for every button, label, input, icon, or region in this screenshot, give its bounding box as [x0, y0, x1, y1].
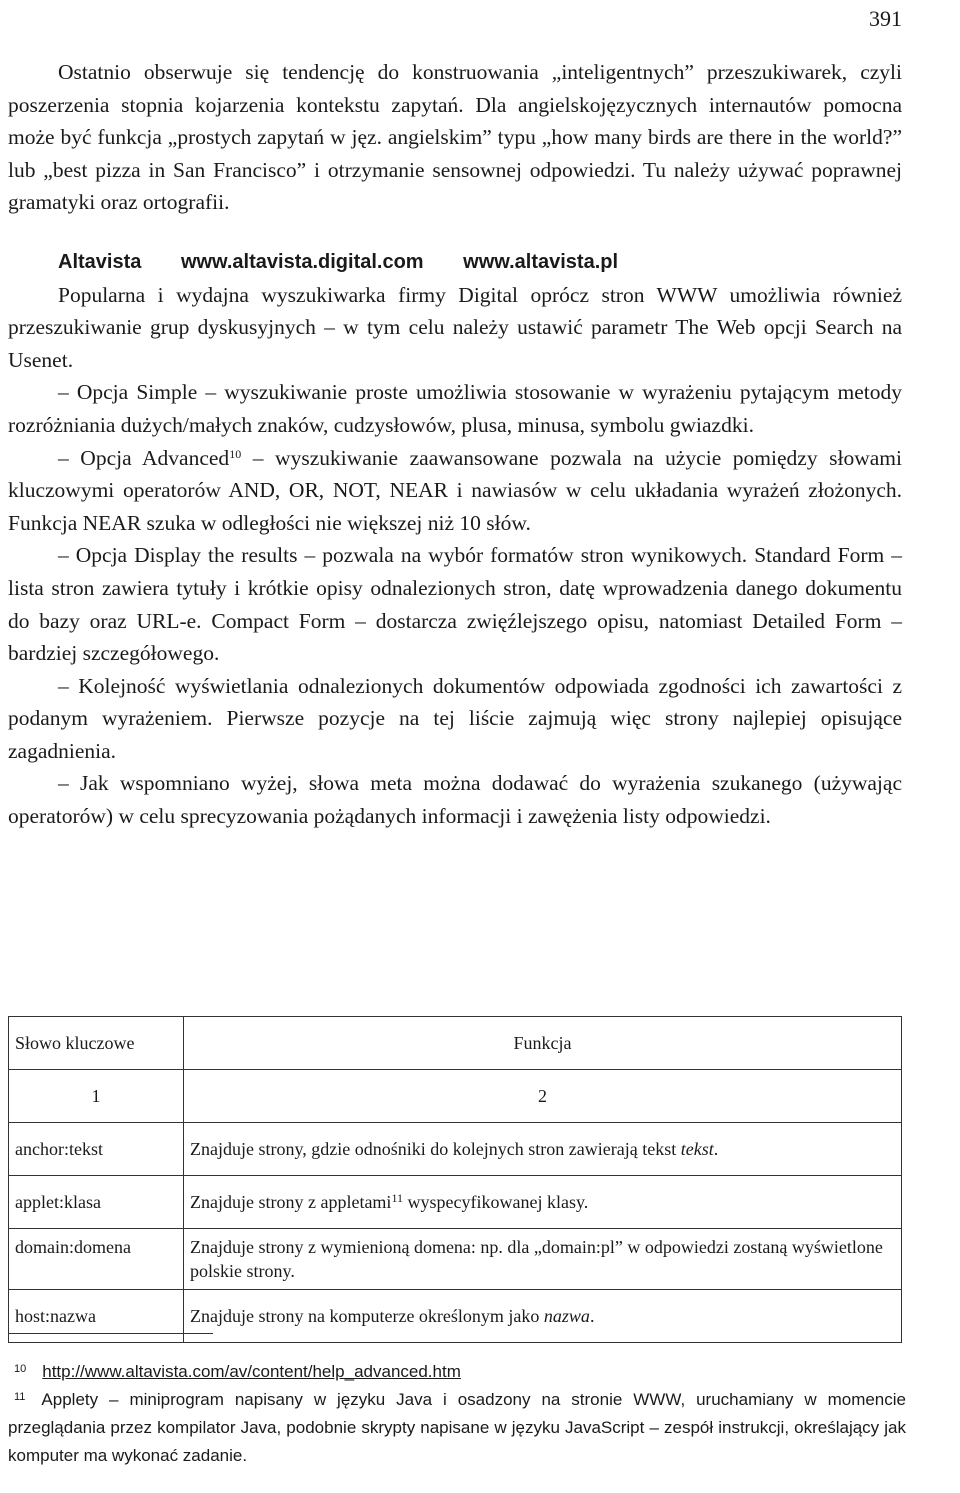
- row-function-text: Znajduje strony, gdzie odnośniki do kolejnych stron zawierają tekst: [190, 1139, 681, 1159]
- row-keyword: host:nazwa: [9, 1290, 184, 1343]
- footnote-10: [8, 1358, 906, 1386]
- row-function-italic: nazwa: [543, 1306, 590, 1326]
- header-keyword: Słowo kluczowe: [9, 1017, 184, 1070]
- keyword-table: [8, 1016, 902, 1343]
- section-heading: [8, 246, 902, 279]
- table-row: [9, 1176, 902, 1229]
- heading-name: Altavista: [58, 250, 142, 273]
- row-function-text: Znajduje strony z wymienioną domena: np. dla „domain:pl” w odpowiedzi zostaną wyświetlone polskie strony.: [190, 1237, 883, 1281]
- row-function-italic: tekst: [680, 1139, 714, 1159]
- table-row: [9, 1123, 902, 1176]
- header-function: Funkcja: [184, 1017, 902, 1070]
- row-function-end: .: [589, 1306, 595, 1326]
- row-function: [184, 1123, 902, 1176]
- paragraph-meta: – Jak wspomniano wyżej, słowa meta można dodawać do wyrażenia szukanego (używając operatorów) w celu sprecyzowania pożądanych informacji i zawężenia listy odpowiedzi.: [8, 771, 902, 829]
- paragraph-advanced: [8, 442, 902, 540]
- row-keyword: domain:domena: [9, 1229, 184, 1290]
- table-header-row: [9, 1017, 902, 1070]
- paragraph-order: – Kolejność wyświetlania odnalezionych dokumentów odpowiada zgodności ich zawartości z podanym wyrażeniem. Pierwsze pozycje na tej liście zajmują więc strony najlepiej opisujące zagadnienia.: [8, 673, 902, 763]
- page-number: 391: [869, 6, 902, 31]
- advanced-lead: – Opcja Advanced: [58, 445, 230, 470]
- footnote-text: Applety – miniprogram napisany w języku Java i osadzony na stronie WWW, uruchamiany w momencie przeglądania przez kompilator Java, podobnie skrypty napisane w języku JavaScript – zespół instrukcji, określający jak komputer ma wykonać zadanie.: [8, 1390, 906, 1465]
- advanced-rest: – wyszukiwanie zaawansowane pozwala na użycie pomiędzy słowami kluczowymi operatorów AND, OR, NOT, NEAR i nawiasów w celu układania wyrażeń złożonych. Funkcja NEAR szuka w odległości nie większej niż 10 słów.: [8, 445, 902, 535]
- row-function-end: wyspecyfikowanej klasy.: [403, 1192, 589, 1212]
- footnote-link[interactable]: http://www.altavista.com/av/content/help_advanced.htm: [42, 1362, 461, 1381]
- row-function: [184, 1229, 902, 1290]
- paragraph-display: – Opcja Display the results – pozwala na wybór formatów stron wynikowych. Standard Form – lista stron zawiera tytuły i krótkie opisy odnalezionych stron, datę wprowadzenia danego dokumentu do bazy oraz URL-e. Compact Form – dostarcza zwięźlejszego opisu, natomiast Detailed Form – bardziej szczegółowego.: [8, 543, 902, 666]
- footnote-marker: 11: [14, 1391, 26, 1403]
- paragraph-intro: Ostatnio obserwuje się tendencję do konstruowania „inteligentnych” przeszukiwarek, czyli poszerzenia stopnia kojarzenia kontekstu zapytań. Dla angielskojęzycznych internautów pomocna może być funkcja „prostych zapytań w jęz. angielskim” typu „how many birds are there in the world?” lub „best pizza in San Francisco” i otrzymanie sensownej odpowiedzi. Tu należy używać poprawnej gramatyki oraz ortografii.: [8, 60, 902, 215]
- row-keyword: anchor:tekst: [9, 1123, 184, 1176]
- table-number-row: [9, 1070, 902, 1123]
- footnote-11: [8, 1386, 906, 1470]
- col-number-1: 1: [9, 1070, 184, 1123]
- body-text: [8, 56, 902, 833]
- paragraph-description: Popularna i wydajna wyszukiwarka firmy Digital oprócz stron WWW umożliwia również przeszukiwanie grup dyskusyjnych – w tym celu należy ustawić parametr The Web opcji Search na Usenet.: [8, 282, 902, 372]
- paragraph-simple: – Opcja Simple – wyszukiwanie proste umożliwia stosowanie w wyrażeniu pytającym metody rozróżniania dużych/małych znaków, cudzysłowów, plusa, minusa, symbolu gwiazdki.: [8, 380, 902, 437]
- footnote-ref-11: 11: [391, 1191, 403, 1205]
- table-row: [9, 1290, 902, 1343]
- col-number-2: 2: [184, 1070, 902, 1123]
- row-function-text: Znajduje strony na komputerze określonym jako: [190, 1306, 544, 1326]
- footnotes: [8, 1358, 906, 1470]
- heading-url-com: www.altavista.digital.com: [180, 250, 424, 273]
- row-function-end: .: [713, 1139, 719, 1159]
- row-function-text: Znajduje strony z appletami: [190, 1192, 392, 1212]
- footnote-ref-10: 10: [229, 446, 242, 461]
- footnote-marker: 10: [14, 1363, 27, 1375]
- row-function: [184, 1176, 902, 1229]
- heading-url-pl: www.altavista.pl: [463, 250, 619, 273]
- row-keyword: applet:klasa: [9, 1176, 184, 1229]
- footnote-divider: [8, 1333, 213, 1334]
- row-function: [184, 1290, 902, 1343]
- table-row: [9, 1229, 902, 1290]
